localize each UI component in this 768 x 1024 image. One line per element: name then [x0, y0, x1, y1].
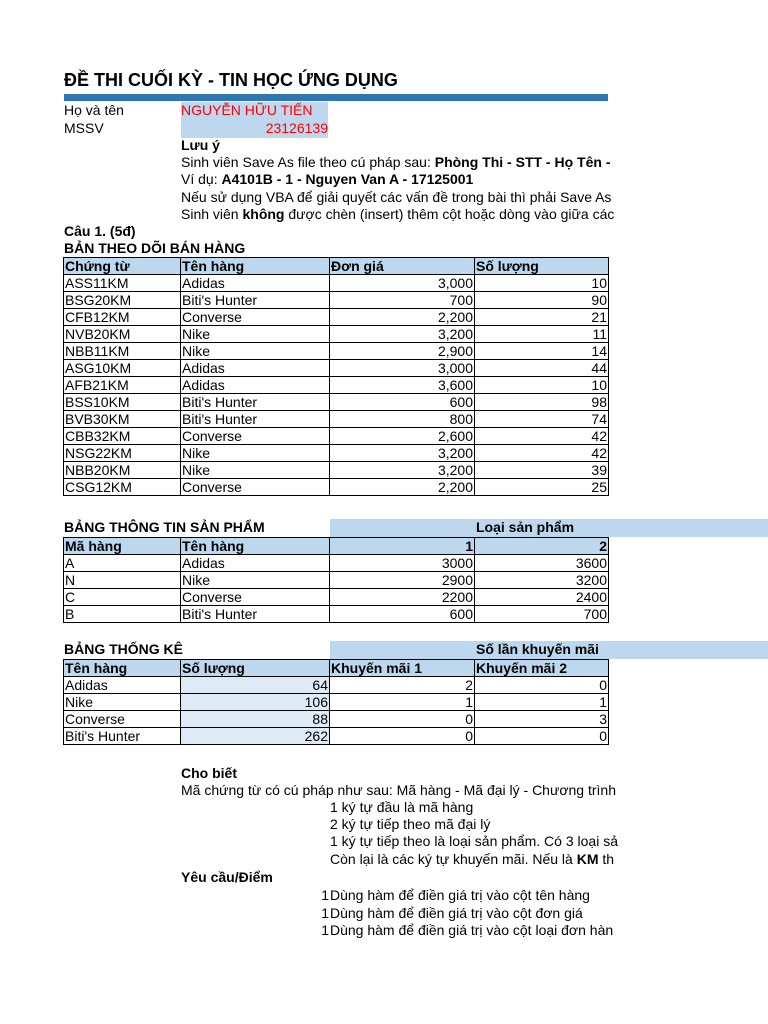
info-line-3: 2 ký tự tiếp theo mã đại lý — [330, 816, 491, 832]
name-label: Họ và tên — [64, 102, 124, 118]
unit-price-cell[interactable]: 3,000 — [330, 275, 475, 292]
col-header-promo-1[interactable]: Khuyến mãi 1 — [330, 660, 475, 677]
type-1-price-cell[interactable]: 2900 — [330, 572, 475, 589]
stats-table — [63, 659, 609, 745]
table-row — [64, 479, 609, 496]
table-row — [64, 360, 609, 377]
info-heading: Cho biết — [181, 765, 237, 781]
col-header-product-code[interactable]: Mã hàng — [64, 538, 181, 555]
unit-price-cell[interactable]: 3,200 — [330, 326, 475, 343]
unit-price-cell[interactable]: 800 — [330, 411, 475, 428]
sales-table — [63, 257, 609, 496]
table-row — [64, 343, 609, 360]
promo-1-count-cell[interactable]: 0 — [330, 711, 475, 728]
unit-price-cell[interactable]: 2,600 — [330, 428, 475, 445]
table-row — [64, 445, 609, 462]
voucher-cell[interactable]: AFB21KM — [64, 377, 181, 394]
quantity-cell[interactable]: 39 — [475, 462, 609, 479]
notes-line-2: Ví dụ: A4101B - 1 - Nguyen Van A - 17125001 — [181, 171, 474, 187]
quantity-cell[interactable]: 10 — [475, 275, 609, 292]
quantity-cell[interactable]: 11 — [475, 326, 609, 343]
product-name-cell[interactable]: Nike — [181, 343, 330, 360]
requirement-text: Dùng hàm để điền giá trị vào cột tên hàng — [330, 887, 590, 903]
quantity-cell[interactable]: 10 — [475, 377, 609, 394]
voucher-cell[interactable]: NVB20KM — [64, 326, 181, 343]
product-name-cell[interactable]: Biti's Hunter — [181, 606, 330, 623]
voucher-cell[interactable]: BSS10KM — [64, 394, 181, 411]
unit-price-cell[interactable]: 3,200 — [330, 445, 475, 462]
product-name-cell[interactable]: Adidas — [181, 275, 330, 292]
type-1-price-cell[interactable]: 3000 — [330, 555, 475, 572]
table-row — [64, 711, 609, 728]
question-label: Câu 1. (5đ) — [64, 223, 136, 239]
promo-count-group-header-cell[interactable] — [330, 641, 768, 659]
table-row — [64, 589, 609, 606]
table-row — [64, 462, 609, 479]
promo-2-count-cell[interactable]: 0 — [475, 677, 609, 694]
student-id-cell[interactable] — [181, 120, 328, 138]
title-underline-bar — [64, 94, 608, 101]
unit-price-cell[interactable]: 3,600 — [330, 377, 475, 394]
notes-line-3: Nếu sử dụng VBA để giải quyết các vấn đề trong bài thì phải Save As — [181, 189, 612, 205]
quantity-cell[interactable]: 25 — [475, 479, 609, 496]
type-1-price-cell[interactable]: 600 — [330, 606, 475, 623]
col-header-type-2[interactable]: 2 — [475, 538, 609, 555]
type-2-price-cell[interactable]: 3600 — [475, 555, 609, 572]
info-line-4: 1 ký tự tiếp theo là loại sản phẩm. Có 3 loại sả — [330, 833, 618, 849]
promo-1-count-cell[interactable]: 0 — [330, 728, 475, 745]
type-2-price-cell[interactable]: 2400 — [475, 589, 609, 606]
requirement-points: 1 — [321, 904, 329, 921]
col-header-product-name[interactable]: Tên hàng — [181, 258, 330, 275]
col-header-voucher[interactable]: Chứng từ — [64, 258, 181, 275]
product-name-cell[interactable]: Nike — [181, 326, 330, 343]
col-header-product-name[interactable]: Tên hàng — [181, 538, 330, 555]
product-name-cell[interactable]: Adidas — [181, 377, 330, 394]
product-name-cell[interactable]: Biti's Hunter — [64, 728, 181, 745]
product-code-cell[interactable]: N — [64, 572, 181, 589]
product-name-cell[interactable]: Biti's Hunter — [181, 292, 330, 309]
stats-header-row — [64, 660, 609, 677]
product-code-cell[interactable]: B — [64, 606, 181, 623]
product-name-cell[interactable]: Adidas — [181, 360, 330, 377]
notes-heading: Lưu ý — [181, 137, 220, 153]
quantity-total-cell[interactable]: 106 — [181, 694, 330, 711]
quantity-total-cell[interactable]: 64 — [181, 677, 330, 694]
col-header-product-name[interactable]: Tên hàng — [64, 660, 181, 677]
unit-price-cell[interactable]: 3,200 — [330, 462, 475, 479]
col-header-quantity[interactable]: Số lượng — [181, 660, 330, 677]
voucher-cell[interactable]: NBB20KM — [64, 462, 181, 479]
type-2-price-cell[interactable]: 3200 — [475, 572, 609, 589]
unit-price-cell[interactable]: 700 — [330, 292, 475, 309]
quantity-cell[interactable]: 44 — [475, 360, 609, 377]
info-line-1: Mã chứng từ có cú pháp như sau: Mã hàng - Mã đại lý - Chương trình — [181, 782, 616, 798]
product-name-cell[interactable]: Biti's Hunter — [181, 411, 330, 428]
product-type-group-header: Loại sản phẩm — [476, 519, 575, 535]
product-name-cell[interactable]: Adidas — [64, 677, 181, 694]
voucher-cell[interactable]: CBB32KM — [64, 428, 181, 445]
product-type-group-header-cell[interactable] — [330, 519, 768, 537]
info-line-2: 1 ký tự đầu là mã hàng — [330, 799, 474, 815]
promo-2-count-cell[interactable]: 3 — [475, 711, 609, 728]
table-row — [64, 394, 609, 411]
voucher-cell[interactable]: ASG10KM — [64, 360, 181, 377]
sales-heading: BẢN THEO DÕI BÁN HÀNG — [64, 240, 246, 256]
product-name-cell[interactable]: Adidas — [181, 555, 330, 572]
notes-line-1: Sinh viên Save As file theo cú pháp sau: Phòng Thi - STT - Họ Tên - — [181, 154, 611, 170]
col-header-unit-price[interactable]: Đơn giá — [330, 258, 475, 275]
table-row — [64, 292, 609, 309]
requirements-heading: Yêu cầu/Điểm — [181, 869, 273, 885]
requirement-text: Dùng hàm để điền giá trị vào cột loại đơn hàn — [330, 922, 614, 938]
quantity-cell[interactable]: 74 — [475, 411, 609, 428]
unit-price-cell[interactable]: 600 — [330, 394, 475, 411]
student-name: NGUYỄN HỮU TIẾN — [181, 102, 313, 118]
table-row — [64, 326, 609, 343]
sales-header-row — [64, 258, 609, 275]
table-row — [64, 694, 609, 711]
quantity-cell[interactable]: 98 — [475, 394, 609, 411]
voucher-cell[interactable]: CSG12KM — [64, 479, 181, 496]
quantity-total-cell[interactable]: 88 — [181, 711, 330, 728]
promo-2-count-cell[interactable]: 0 — [475, 728, 609, 745]
unit-price-cell[interactable]: 2,200 — [330, 479, 475, 496]
notes-line-4: Sinh viên không được chèn (insert) thêm cột hoặc dòng vào giữa các — [181, 206, 615, 222]
quantity-total-cell[interactable]: 262 — [181, 728, 330, 745]
quantity-cell[interactable]: 42 — [475, 445, 609, 462]
page-title: ĐỀ THI CUỐI KỲ - TIN HỌC ỨNG DỤNG — [64, 70, 398, 90]
table-row — [64, 677, 609, 694]
col-header-type-1[interactable]: 1 — [330, 538, 475, 555]
table-row — [64, 606, 609, 623]
product-name-cell[interactable]: Nike — [181, 572, 330, 589]
voucher-cell[interactable]: BSG20KM — [64, 292, 181, 309]
product-name-cell[interactable]: Converse — [181, 309, 330, 326]
stats-heading: BẢNG THỐNG KÊ — [64, 641, 183, 657]
table-row — [64, 411, 609, 428]
table-row — [64, 555, 609, 572]
product-name-cell[interactable]: Biti's Hunter — [181, 394, 330, 411]
promo-count-group-header: Số lần khuyến mãi — [476, 641, 599, 657]
product-name-cell[interactable]: Converse — [181, 589, 330, 606]
quantity-cell[interactable]: 90 — [475, 292, 609, 309]
promo-2-count-cell[interactable]: 1 — [475, 694, 609, 711]
info-line-5: Còn lại là các ký tự khuyến mãi. Nếu là KM th — [330, 851, 615, 867]
quantity-cell[interactable]: 21 — [475, 309, 609, 326]
requirement-points: 1 — [321, 887, 329, 903]
type-1-price-cell[interactable]: 2200 — [330, 589, 475, 606]
unit-price-cell[interactable]: 2,200 — [330, 309, 475, 326]
product-name-cell[interactable]: Nike — [64, 694, 181, 711]
product-name-cell[interactable]: Converse — [64, 711, 181, 728]
products-heading: BẢNG THÔNG TIN SẢN PHẨM — [64, 519, 265, 535]
promo-1-count-cell[interactable]: 2 — [330, 677, 475, 694]
col-header-promo-2[interactable]: Khuyến mãi 2 — [475, 660, 609, 677]
product-name-cell[interactable]: Nike — [181, 445, 330, 462]
voucher-cell[interactable]: ASS11KM — [64, 275, 181, 292]
quantity-cell[interactable]: 14 — [475, 343, 609, 360]
type-2-price-cell[interactable]: 700 — [475, 606, 609, 623]
product-name-cell[interactable]: Converse — [181, 428, 330, 445]
id-label: MSSV — [64, 120, 104, 136]
product-code-cell[interactable]: C — [64, 589, 181, 606]
voucher-cell[interactable]: NBB11KM — [64, 343, 181, 360]
table-row — [64, 728, 609, 745]
table-row — [64, 377, 609, 394]
quantity-cell[interactable]: 42 — [475, 428, 609, 445]
requirement-text: Dùng hàm để điền giá trị vào cột đơn giá — [330, 904, 583, 921]
table-row — [64, 275, 609, 292]
table-row — [64, 309, 609, 326]
products-header-row — [64, 538, 609, 555]
table-row — [64, 428, 609, 445]
unit-price-cell[interactable]: 2,900 — [330, 343, 475, 360]
promo-1-count-cell[interactable]: 1 — [330, 694, 475, 711]
product-name-cell[interactable]: Nike — [181, 462, 330, 479]
voucher-cell[interactable]: CFB12KM — [64, 309, 181, 326]
student-name-cell[interactable] — [181, 102, 328, 120]
table-row — [64, 572, 609, 589]
product-name-cell[interactable]: Converse — [181, 479, 330, 496]
product-code-cell[interactable]: A — [64, 555, 181, 572]
unit-price-cell[interactable]: 3,000 — [330, 360, 475, 377]
student-id: 23126139 — [265, 120, 328, 136]
products-table — [63, 537, 609, 623]
col-header-quantity[interactable]: Số lượng — [475, 258, 609, 275]
voucher-cell[interactable]: BVB30KM — [64, 411, 181, 428]
voucher-cell[interactable]: NSG22KM — [64, 445, 181, 462]
requirement-points: 1 — [321, 922, 329, 938]
